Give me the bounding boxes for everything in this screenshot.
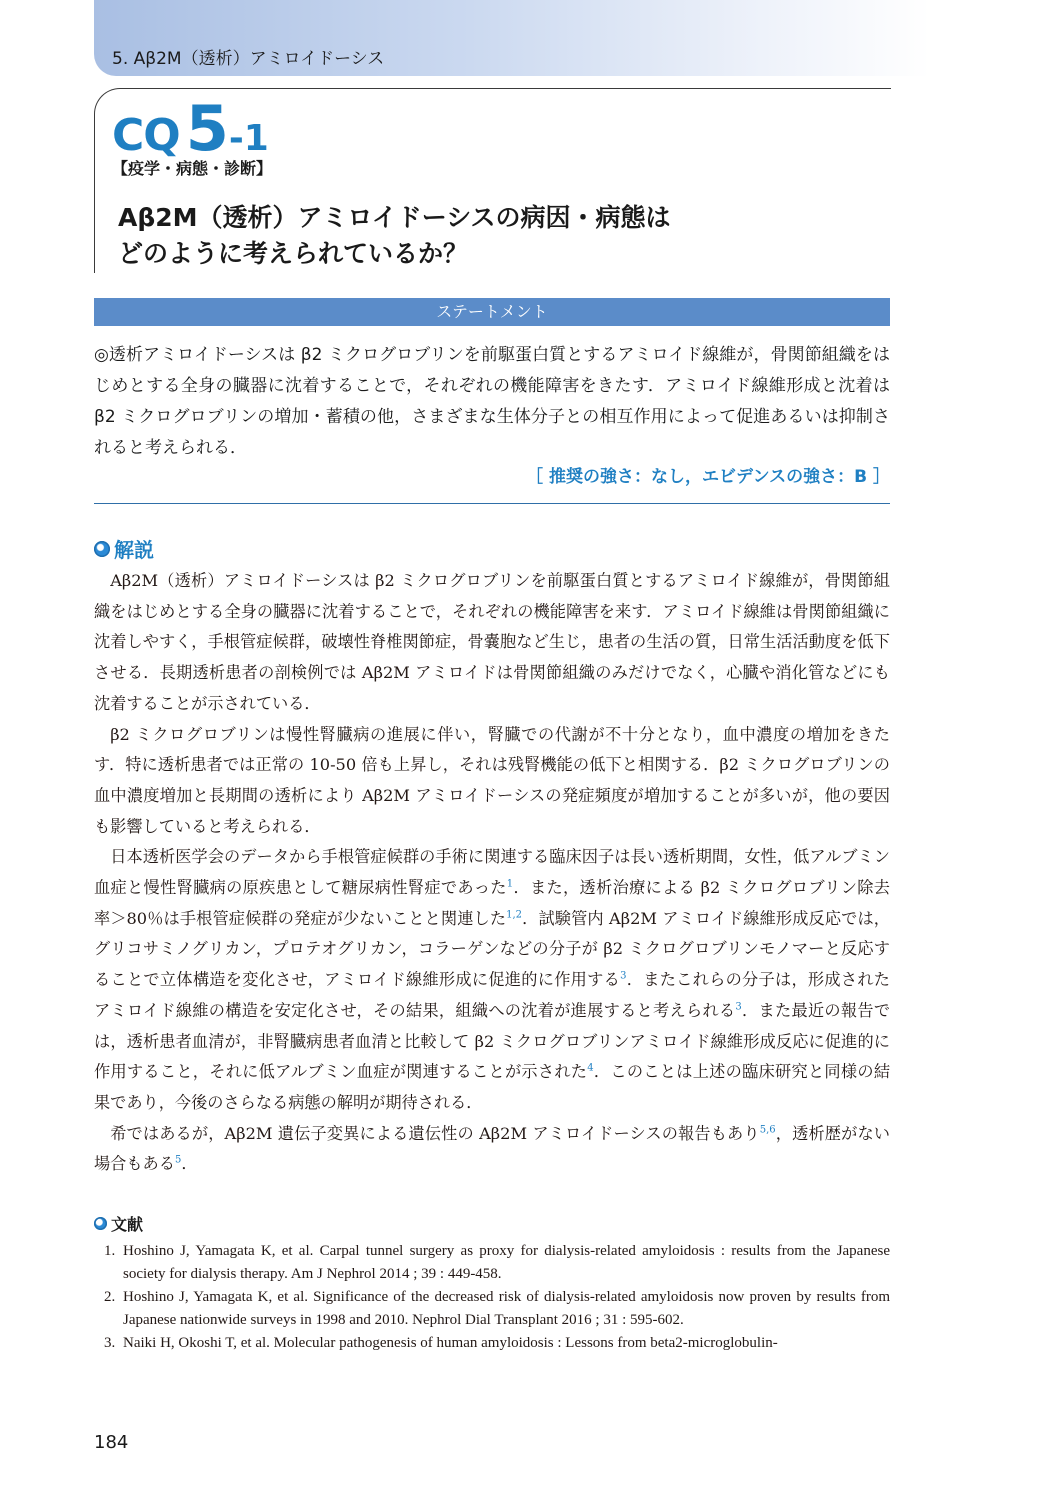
cq-question-line-2: どのように考えられているか？ <box>118 239 469 268</box>
reference-item <box>94 1286 890 1332</box>
reference-item <box>94 1240 890 1286</box>
commentary-paragraph-3 <box>94 842 890 1118</box>
references-heading-label: 文献 <box>111 1215 144 1234</box>
cq-question-line-1: Aβ2M（透析）アミロイドーシスの病因・病態は <box>118 203 671 232</box>
paragraph-text: 日本透析医学会のデータから手根管症候群の手術に関連する臨床因子は長い透析期間，女性，低アルブミン血症と慢性腎臓病の原疾患として糖尿病性腎症であった <box>94 847 890 898</box>
commentary-body <box>94 566 890 1180</box>
reference-number: 1. <box>104 1243 116 1259</box>
statement-heading: ステートメント <box>94 298 890 326</box>
cq-number: 5 <box>185 92 229 165</box>
paragraph-text: ．またこれらの分子は，形成されたアミロイド線維の構造を安定化させ，その結果，組織への沈着が進展すると考えられる <box>94 970 890 1020</box>
commentary-heading <box>94 534 154 563</box>
citation-ref[interactable]: 5,6 <box>759 1124 776 1136</box>
reference-text: Naiki H, Okoshi T, et al. Molecular pathogenesis of human amyloidosis : Lessons from beta2-microglobulin- <box>123 1335 778 1351</box>
statement-text: ◎透析アミロイドーシスは β2 ミクログロブリンを前駆蛋白質とするアミロイド線維が，骨関節組織をはじめとする全身の臓器に沈着することで，それぞれの機能障害をきたす．アミロイド線維形成と沈着は β2 ミクログロブリンの増加・蓄積の他，さまざまな生体分子との相互作用によって促進あるいは抑制されると考えられる． <box>94 345 890 458</box>
paragraph-text: ．このことは上述の臨床研究と同様の結果であり，今後のさらなる病態の解明が期待される． <box>94 1062 891 1112</box>
recommendation-strength: ［ 推奨の強さ：なし，エビデンスの強さ：B ］ <box>526 467 890 487</box>
references-heading <box>94 1212 143 1235</box>
reference-item <box>94 1332 890 1355</box>
chapter-title: 5. Aβ2M（透析）アミロイドーシス <box>112 49 385 69</box>
cq-label <box>112 92 269 165</box>
references-list <box>94 1240 890 1355</box>
cq-question <box>118 200 878 272</box>
citation-ref[interactable]: 5 <box>174 1154 182 1166</box>
citation-ref[interactable]: 3 <box>620 970 627 982</box>
commentary-heading-label: 解説 <box>114 538 154 562</box>
paragraph-text: ．また最近の報告では，透析患者血清が，非腎臓病患者血清と比較して β2 ミクログロブリンアミロイド線維形成反応に促進的に作用すること，それに低アルブミン血症が関連することが示された <box>94 1000 891 1082</box>
reference-text: Hoshino J, Yamagata K, et al. Carpal tunnel surgery as proxy for dialysis-related amyloidosis : results from the Japanese society for dialysis therapy. Am J Nephrol 2014 ; 39 : 449-458. <box>123 1243 890 1282</box>
page-number: 184 <box>94 1432 129 1453</box>
citation-ref[interactable]: 1 <box>506 878 514 890</box>
bullet-circle-icon <box>94 1217 107 1230</box>
paragraph-text: 希ではあるが，Aβ2M 遺伝子変異による遺伝性の Aβ2M アミロイドーシスの報告もあり <box>110 1123 760 1143</box>
statement-divider <box>94 503 890 504</box>
paragraph-text: ，透析歴がない場合もある <box>94 1123 890 1174</box>
reference-text: Hoshino J, Yamagata K, et al. Significance of the decreased risk of dialysis-related amyloidosis now proven by results from Japanese nationwide surveys in 1998 and 2010. Nephrol Dial Transplant 2016 ; 31 : 595-602. <box>123 1289 890 1328</box>
paragraph-text: ．また，透析治療による β2 ミクログロブリン除去率＞80％は手根管症候群の発症が少ないことと関連した <box>94 878 890 928</box>
citation-ref[interactable]: 1,2 <box>506 909 523 921</box>
cq-category: 【疫学・病態・診断】 <box>112 159 273 178</box>
cq-subnumber: -1 <box>228 118 269 159</box>
paragraph-text: ． <box>181 1154 198 1174</box>
commentary-paragraph-2: β2 ミクログロブリンは慢性腎臓病の進展に伴い，腎臓での代謝が不十分となり，血中濃度の増加をきたす．特に透析患者では正常の 10-50 倍も上昇し，それは残腎機能の低下と相関する．β2 ミクログロブリンの血中濃度増加と長期間の透析により Aβ2M アミロイドーシスの発症頻度が増加することが多いが，他の要因も影響していると考えられる． <box>94 724 890 836</box>
reference-number: 3. <box>104 1335 116 1351</box>
reference-number: 2. <box>104 1289 116 1305</box>
citation-ref[interactable]: 3 <box>735 1001 742 1013</box>
citation-ref[interactable]: 4 <box>587 1062 594 1074</box>
paragraph-text: ．試験管内 Aβ2M アミロイド線維形成反応では，グリコサミノグリカン，プロテオグリカン，コラーゲンなどの分子が β2 ミクログロブリンモノマーと反応することで立体構造を変化させ，アミロイド線維形成に促進的に作用する <box>94 908 890 990</box>
commentary-paragraph-1: Aβ2M（透析）アミロイドーシスは β2 ミクログロブリンを前駆蛋白質とするアミロイド線維が，骨関節組織をはじめとする全身の臓器に沈着することで，それぞれの機能障害を来す．アミロイド線維は骨関節組織に沈着しやすく，手根管症候群，破壊性脊椎関節症，骨嚢胞など生じ，患者の生活の質，日常生活活動度を低下させる．長期透析患者の剖検例では Aβ2M アミロイドは骨関節組織のみだけでなく，心臓や消化管などにも沈着することが示されている． <box>94 571 890 713</box>
commentary-paragraph-4 <box>94 1119 890 1180</box>
cq-prefix: CQ <box>112 110 180 161</box>
bullet-circle-icon <box>94 541 110 557</box>
